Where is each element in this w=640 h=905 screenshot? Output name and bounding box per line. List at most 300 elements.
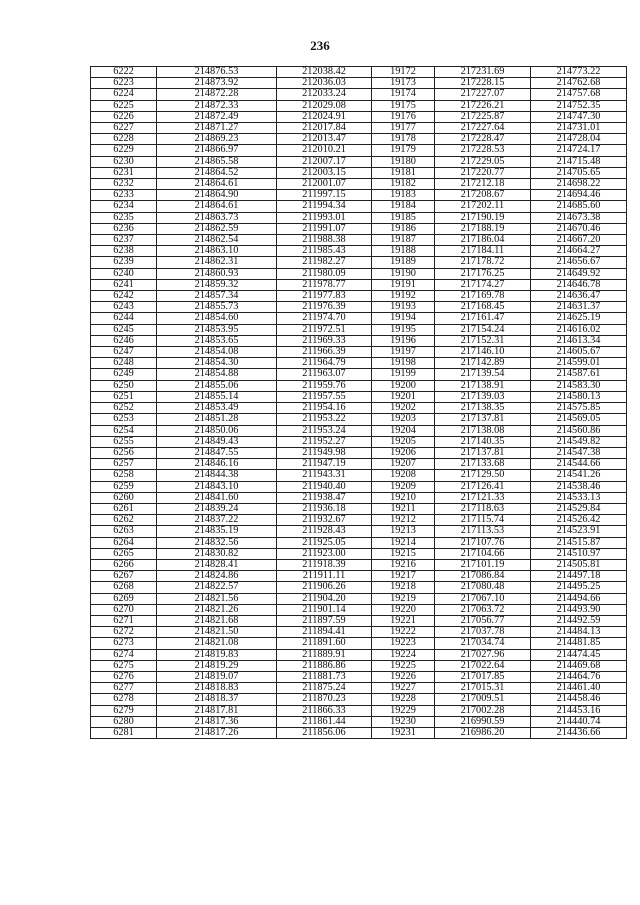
table-cell: 6251	[91, 391, 157, 402]
table-cell: 214694.46	[531, 190, 627, 201]
table-cell: 19214	[372, 537, 435, 548]
table-cell: 214705.65	[531, 167, 627, 178]
table-cell: 214510.97	[531, 548, 627, 559]
table-row	[91, 246, 627, 257]
table-cell: 217152.31	[435, 335, 531, 346]
table-cell: 217220.77	[435, 167, 531, 178]
table-cell: 214547.38	[531, 447, 627, 458]
coordinate-table	[90, 66, 627, 739]
table-row	[91, 537, 627, 548]
table-cell: 217129.50	[435, 470, 531, 481]
table-cell: 214747.30	[531, 111, 627, 122]
table-row	[91, 78, 627, 89]
table-cell: 6265	[91, 548, 157, 559]
table-cell: 6253	[91, 414, 157, 425]
table-cell: 214819.29	[157, 660, 277, 671]
table-cell: 6255	[91, 436, 157, 447]
table-cell: 211952.27	[277, 436, 372, 447]
table-cell: 214494.66	[531, 593, 627, 604]
table-cell: 217228.47	[435, 134, 531, 145]
table-cell: 19205	[372, 436, 435, 447]
table-cell: 211870.23	[277, 694, 372, 705]
table-cell: 214819.07	[157, 671, 277, 682]
table-cell: 6270	[91, 604, 157, 615]
table-cell: 214872.28	[157, 89, 277, 100]
table-cell: 217063.72	[435, 604, 531, 615]
table-row	[91, 526, 627, 537]
table-row	[91, 111, 627, 122]
table-cell: 214821.56	[157, 593, 277, 604]
table-cell: 19209	[372, 481, 435, 492]
table-cell: 217034.74	[435, 638, 531, 649]
table-cell: 214636.47	[531, 291, 627, 302]
table-cell: 19202	[372, 403, 435, 414]
table-cell: 6268	[91, 582, 157, 593]
table-row	[91, 425, 627, 436]
table-cell: 211976.39	[277, 302, 372, 313]
table-row	[91, 67, 627, 78]
table-cell: 214505.81	[531, 559, 627, 570]
table-cell: 214541.26	[531, 470, 627, 481]
table-cell: 6230	[91, 156, 157, 167]
table-cell: 217227.64	[435, 123, 531, 134]
table-cell: 211969.33	[277, 335, 372, 346]
table-row	[91, 582, 627, 593]
table-cell: 217101.19	[435, 559, 531, 570]
table-row	[91, 123, 627, 134]
table-cell: 211861.44	[277, 716, 372, 727]
table-cell: 217212.18	[435, 179, 531, 190]
coordinate-table-body	[91, 67, 627, 739]
table-cell: 6263	[91, 526, 157, 537]
table-cell: 6234	[91, 201, 157, 212]
table-cell: 214865.58	[157, 156, 277, 167]
table-cell: 214854.88	[157, 369, 277, 380]
table-cell: 217229.05	[435, 156, 531, 167]
table-cell: 211980.09	[277, 268, 372, 279]
table-cell: 19203	[372, 414, 435, 425]
table-cell: 217113.53	[435, 526, 531, 537]
table-cell: 214529.84	[531, 503, 627, 514]
table-cell: 212038.42	[277, 67, 372, 78]
table-cell: 211982.27	[277, 257, 372, 268]
table-cell: 19173	[372, 78, 435, 89]
table-cell: 19223	[372, 638, 435, 649]
table-row	[91, 559, 627, 570]
table-cell: 6238	[91, 246, 157, 257]
table-cell: 19204	[372, 425, 435, 436]
table-cell: 214481.85	[531, 638, 627, 649]
table-cell: 19217	[372, 571, 435, 582]
table-cell: 214667.20	[531, 235, 627, 246]
table-cell: 214605.67	[531, 347, 627, 358]
table-cell: 211993.01	[277, 212, 372, 223]
table-cell: 214492.59	[531, 615, 627, 626]
table-cell: 211953.22	[277, 414, 372, 425]
table-cell: 217121.33	[435, 492, 531, 503]
table-cell: 6245	[91, 324, 157, 335]
table-cell: 214538.46	[531, 481, 627, 492]
table-cell: 214832.56	[157, 537, 277, 548]
table-cell: 214863.10	[157, 246, 277, 257]
table-row	[91, 503, 627, 514]
table-row	[91, 369, 627, 380]
table-cell: 212007.17	[277, 156, 372, 167]
table-cell: 217107.76	[435, 537, 531, 548]
table-row	[91, 492, 627, 503]
table-row	[91, 257, 627, 268]
table-cell: 19177	[372, 123, 435, 134]
table-cell: 214724.17	[531, 145, 627, 156]
table-cell: 212029.08	[277, 100, 372, 111]
table-row	[91, 100, 627, 111]
table-cell: 214822.57	[157, 582, 277, 593]
table-cell: 211894.41	[277, 627, 372, 638]
table-cell: 214728.04	[531, 134, 627, 145]
table-cell: 217140.35	[435, 436, 531, 447]
table-cell: 211923.00	[277, 548, 372, 559]
table-cell: 6259	[91, 481, 157, 492]
table-cell: 6243	[91, 302, 157, 313]
table-cell: 217168.45	[435, 302, 531, 313]
table-cell: 217174.27	[435, 279, 531, 290]
table-cell: 6274	[91, 649, 157, 660]
table-cell: 6227	[91, 123, 157, 134]
table-cell: 214616.02	[531, 324, 627, 335]
table-cell: 214817.81	[157, 705, 277, 716]
table-cell: 214841.60	[157, 492, 277, 503]
table-cell: 214871.27	[157, 123, 277, 134]
table-cell: 6223	[91, 78, 157, 89]
table-cell: 6273	[91, 638, 157, 649]
table-cell: 217138.08	[435, 425, 531, 436]
table-cell: 6248	[91, 358, 157, 369]
table-cell: 214549.82	[531, 436, 627, 447]
table-cell: 217228.15	[435, 78, 531, 89]
table-cell: 214821.68	[157, 615, 277, 626]
table-cell: 214715.48	[531, 156, 627, 167]
table-row	[91, 335, 627, 346]
table-cell: 217126.41	[435, 481, 531, 492]
table-cell: 214855.14	[157, 391, 277, 402]
table-cell: 19207	[372, 459, 435, 470]
table-cell: 214436.66	[531, 727, 627, 738]
table-row	[91, 571, 627, 582]
table-cell: 214854.08	[157, 347, 277, 358]
table-cell: 214824.86	[157, 571, 277, 582]
table-cell: 19224	[372, 649, 435, 660]
table-cell: 214854.60	[157, 313, 277, 324]
table-cell: 19176	[372, 111, 435, 122]
table-row	[91, 593, 627, 604]
table-cell: 19230	[372, 716, 435, 727]
table-cell: 211911.11	[277, 571, 372, 582]
table-cell: 214656.67	[531, 257, 627, 268]
table-cell: 217037.78	[435, 627, 531, 638]
table-cell: 19192	[372, 291, 435, 302]
table-cell: 214847.55	[157, 447, 277, 458]
table-cell: 6260	[91, 492, 157, 503]
table-row	[91, 89, 627, 100]
table-cell: 214533.13	[531, 492, 627, 503]
table-row	[91, 515, 627, 526]
table-cell: 211991.07	[277, 223, 372, 234]
table-cell: 19219	[372, 593, 435, 604]
table-cell: 211977.83	[277, 291, 372, 302]
table-cell: 214853.65	[157, 335, 277, 346]
table-row	[91, 167, 627, 178]
table-cell: 214646.78	[531, 279, 627, 290]
table-cell: 214664.27	[531, 246, 627, 257]
table-cell: 6252	[91, 403, 157, 414]
table-cell: 19208	[372, 470, 435, 481]
table-row	[91, 694, 627, 705]
table-cell: 6242	[91, 291, 157, 302]
table-cell: 217027.96	[435, 649, 531, 660]
table-cell: 6232	[91, 179, 157, 190]
table-cell: 6228	[91, 134, 157, 145]
table-cell: 217190.19	[435, 212, 531, 223]
table-row	[91, 459, 627, 470]
table-cell: 214575.85	[531, 403, 627, 414]
table-cell: 214853.95	[157, 324, 277, 335]
table-cell: 217146.10	[435, 347, 531, 358]
table-cell: 217176.25	[435, 268, 531, 279]
table-cell: 19215	[372, 548, 435, 559]
table-cell: 19220	[372, 604, 435, 615]
table-cell: 6239	[91, 257, 157, 268]
table-row	[91, 279, 627, 290]
table-cell: 214526.42	[531, 515, 627, 526]
table-cell: 211881.73	[277, 671, 372, 682]
table-cell: 19189	[372, 257, 435, 268]
table-cell: 211886.86	[277, 660, 372, 671]
table-cell: 211904.20	[277, 593, 372, 604]
table-cell: 19229	[372, 705, 435, 716]
table-cell: 19186	[372, 223, 435, 234]
table-cell: 216990.59	[435, 716, 531, 727]
table-cell: 214757.68	[531, 89, 627, 100]
table-cell: 214862.59	[157, 223, 277, 234]
table-cell: 214613.34	[531, 335, 627, 346]
table-cell: 19183	[372, 190, 435, 201]
table-cell: 211954.16	[277, 403, 372, 414]
table-cell: 211978.77	[277, 279, 372, 290]
table-cell: 6267	[91, 571, 157, 582]
table-cell: 211947.19	[277, 459, 372, 470]
table-cell: 212003.15	[277, 167, 372, 178]
table-row	[91, 627, 627, 638]
table-cell: 214474.45	[531, 649, 627, 660]
table-row	[91, 223, 627, 234]
table-cell: 214866.97	[157, 145, 277, 156]
table-cell: 211897.59	[277, 615, 372, 626]
table-row	[91, 235, 627, 246]
table-cell: 19228	[372, 694, 435, 705]
table-cell: 214698.22	[531, 179, 627, 190]
table-cell: 212024.91	[277, 111, 372, 122]
table-cell: 217015.31	[435, 683, 531, 694]
table-row	[91, 436, 627, 447]
table-cell: 214872.49	[157, 111, 277, 122]
table-cell: 19179	[372, 145, 435, 156]
table-cell: 217115.74	[435, 515, 531, 526]
table-cell: 6258	[91, 470, 157, 481]
table-cell: 211988.38	[277, 235, 372, 246]
table-cell: 214821.50	[157, 627, 277, 638]
table-cell: 214837.22	[157, 515, 277, 526]
table-cell: 214469.68	[531, 660, 627, 671]
table-cell: 211957.55	[277, 391, 372, 402]
table-cell: 217169.78	[435, 291, 531, 302]
table-cell: 6224	[91, 89, 157, 100]
table-cell: 19213	[372, 526, 435, 537]
table-cell: 217208.67	[435, 190, 531, 201]
table-cell: 6235	[91, 212, 157, 223]
table-cell: 6276	[91, 671, 157, 682]
table-cell: 216986.20	[435, 727, 531, 738]
table-cell: 214849.43	[157, 436, 277, 447]
table-cell: 6244	[91, 313, 157, 324]
table-cell: 217142.89	[435, 358, 531, 369]
table-cell: 217161.47	[435, 313, 531, 324]
table-row	[91, 470, 627, 481]
table-cell: 214843.10	[157, 481, 277, 492]
table-row	[91, 649, 627, 660]
table-cell: 19222	[372, 627, 435, 638]
table-cell: 217202.11	[435, 201, 531, 212]
table-cell: 214495.25	[531, 582, 627, 593]
table-cell: 6250	[91, 380, 157, 391]
table-cell: 212010.21	[277, 145, 372, 156]
table-row	[91, 347, 627, 358]
table-cell: 214453.16	[531, 705, 627, 716]
table-cell: 217017.85	[435, 671, 531, 682]
table-cell: 211994.34	[277, 201, 372, 212]
table-cell: 6262	[91, 515, 157, 526]
table-cell: 214846.16	[157, 459, 277, 470]
table-cell: 211959.76	[277, 380, 372, 391]
table-cell: 19188	[372, 246, 435, 257]
table-row	[91, 291, 627, 302]
table-cell: 6261	[91, 503, 157, 514]
page-number: 236	[310, 38, 330, 53]
table-row	[91, 302, 627, 313]
table-cell: 19201	[372, 391, 435, 402]
table-cell: 6277	[91, 683, 157, 694]
table-cell: 214583.30	[531, 380, 627, 391]
table-cell: 6272	[91, 627, 157, 638]
table-cell: 6280	[91, 716, 157, 727]
table-cell: 19196	[372, 335, 435, 346]
table-cell: 211891.60	[277, 638, 372, 649]
table-cell: 217226.21	[435, 100, 531, 111]
table-cell: 214859.32	[157, 279, 277, 290]
table-cell: 19210	[372, 492, 435, 503]
table-row	[91, 268, 627, 279]
table-cell: 214458.46	[531, 694, 627, 705]
table-cell: 214869.23	[157, 134, 277, 145]
table-cell: 214685.60	[531, 201, 627, 212]
table-cell: 6279	[91, 705, 157, 716]
table-row	[91, 324, 627, 335]
table-cell: 6256	[91, 447, 157, 458]
table-cell: 214497.18	[531, 571, 627, 582]
table-cell: 6249	[91, 369, 157, 380]
table-cell: 211964.79	[277, 358, 372, 369]
table-cell: 19190	[372, 268, 435, 279]
table-cell: 217186.04	[435, 235, 531, 246]
table-cell: 214440.74	[531, 716, 627, 727]
table-cell: 214862.54	[157, 235, 277, 246]
table-cell: 217137.81	[435, 414, 531, 425]
table-cell: 6233	[91, 190, 157, 201]
table-cell: 214855.06	[157, 380, 277, 391]
table-row	[91, 391, 627, 402]
table-cell: 214864.61	[157, 179, 277, 190]
table-cell: 217104.66	[435, 548, 531, 559]
table-cell: 214649.92	[531, 268, 627, 279]
table-cell: 19221	[372, 615, 435, 626]
table-cell: 19227	[372, 683, 435, 694]
table-cell: 19212	[372, 515, 435, 526]
table-cell: 6247	[91, 347, 157, 358]
table-row	[91, 380, 627, 391]
table-cell: 211856.06	[277, 727, 372, 738]
table-cell: 211997.15	[277, 190, 372, 201]
table-cell: 217080.48	[435, 582, 531, 593]
table-cell: 6225	[91, 100, 157, 111]
table-cell: 214850.06	[157, 425, 277, 436]
table-row	[91, 604, 627, 615]
table-cell: 19195	[372, 324, 435, 335]
table-cell: 19180	[372, 156, 435, 167]
table-row	[91, 313, 627, 324]
table-cell: 217067.10	[435, 593, 531, 604]
table-cell: 214515.87	[531, 537, 627, 548]
table-cell: 212033.24	[277, 89, 372, 100]
table-cell: 19193	[372, 302, 435, 313]
table-cell: 214864.61	[157, 201, 277, 212]
table-cell: 19197	[372, 347, 435, 358]
table-cell: 217118.63	[435, 503, 531, 514]
table-cell: 214670.46	[531, 223, 627, 234]
table-cell: 214864.52	[157, 167, 277, 178]
table-cell: 19206	[372, 447, 435, 458]
table-cell: 6240	[91, 268, 157, 279]
table-row	[91, 156, 627, 167]
table-cell: 6266	[91, 559, 157, 570]
table-row	[91, 403, 627, 414]
table-row	[91, 615, 627, 626]
table-row	[91, 638, 627, 649]
table-cell: 214817.26	[157, 727, 277, 738]
table-cell: 214844.38	[157, 470, 277, 481]
table-cell: 214854.30	[157, 358, 277, 369]
table-cell: 6269	[91, 593, 157, 604]
table-cell: 217138.91	[435, 380, 531, 391]
table-cell: 6264	[91, 537, 157, 548]
table-cell: 211875.24	[277, 683, 372, 694]
table-cell: 211938.47	[277, 492, 372, 503]
table-cell: 19172	[372, 67, 435, 78]
table-row	[91, 201, 627, 212]
table-cell: 214461.40	[531, 683, 627, 694]
table-cell: 211985.43	[277, 246, 372, 257]
table-cell: 19178	[372, 134, 435, 145]
table-cell: 214818.83	[157, 683, 277, 694]
table-cell: 217154.24	[435, 324, 531, 335]
